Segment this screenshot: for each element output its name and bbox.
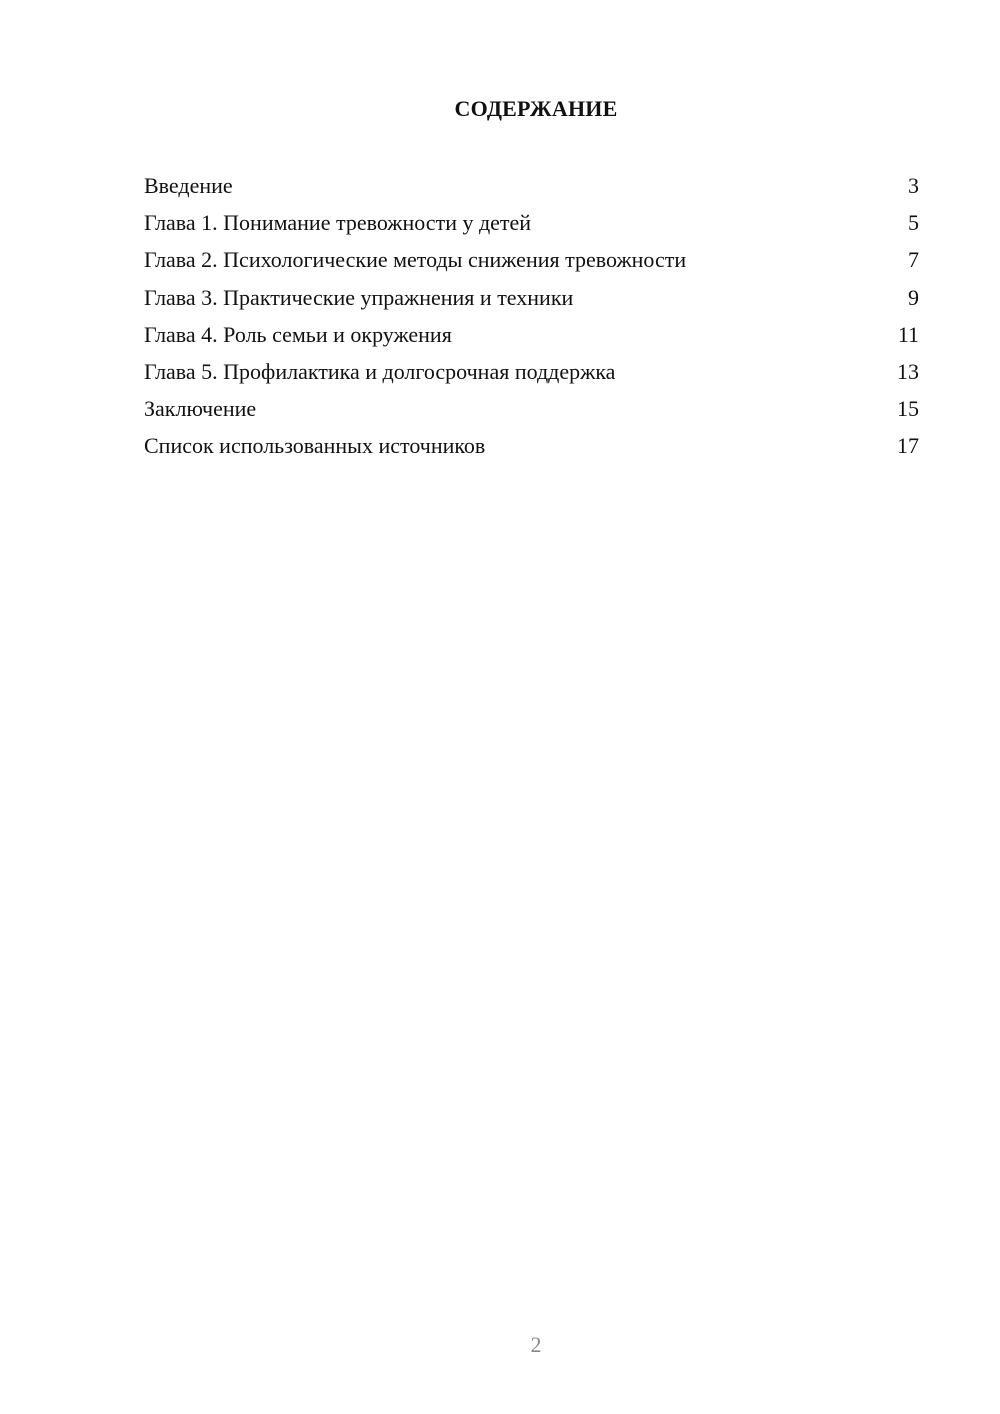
toc-entry-chapter-3 <box>144 279 919 316</box>
toc-entry-page: 13 <box>897 358 919 384</box>
toc-entry-introduction <box>144 167 919 204</box>
toc-title: СОДЕРЖАНИЕ <box>454 96 618 121</box>
toc-entry-label: Глава 3. Практические упражнения и техники <box>144 284 574 310</box>
toc-entry-label: Глава 2. Психологические методы снижения тревожности <box>144 247 687 273</box>
toc-entry-references <box>144 427 919 464</box>
toc-entry-conclusion <box>144 390 919 427</box>
toc-entry-chapter-4 <box>144 316 919 353</box>
toc-entry-chapter-2 <box>144 241 919 278</box>
toc-entry-page: 9 <box>908 284 919 310</box>
toc-entry-page: 3 <box>908 173 919 198</box>
toc-entry-page: 7 <box>908 247 919 273</box>
toc-entry-label: Список использованных источников <box>144 433 486 459</box>
toc-entry-chapter-5 <box>144 353 919 390</box>
page-number: 2 <box>530 1332 542 1357</box>
toc-entry-chapter-1 <box>144 204 919 241</box>
toc-entry-label: Глава 5. Профилактика и долгосрочная поддержка <box>144 358 616 384</box>
toc-entry-page: 11 <box>897 321 919 347</box>
toc-entry-label: Глава 4. Роль семьи и окружения <box>144 321 452 347</box>
toc-entry-page: 17 <box>897 433 919 459</box>
toc-entry-label: Глава 1. Понимание тревожности у детей <box>144 210 532 236</box>
toc-entry-page: 5 <box>908 210 919 236</box>
table-of-contents <box>144 167 919 465</box>
toc-entry-page: 15 <box>897 396 919 422</box>
toc-entry-label: Заключение <box>144 396 257 422</box>
toc-entry-label: Введение <box>144 173 233 198</box>
